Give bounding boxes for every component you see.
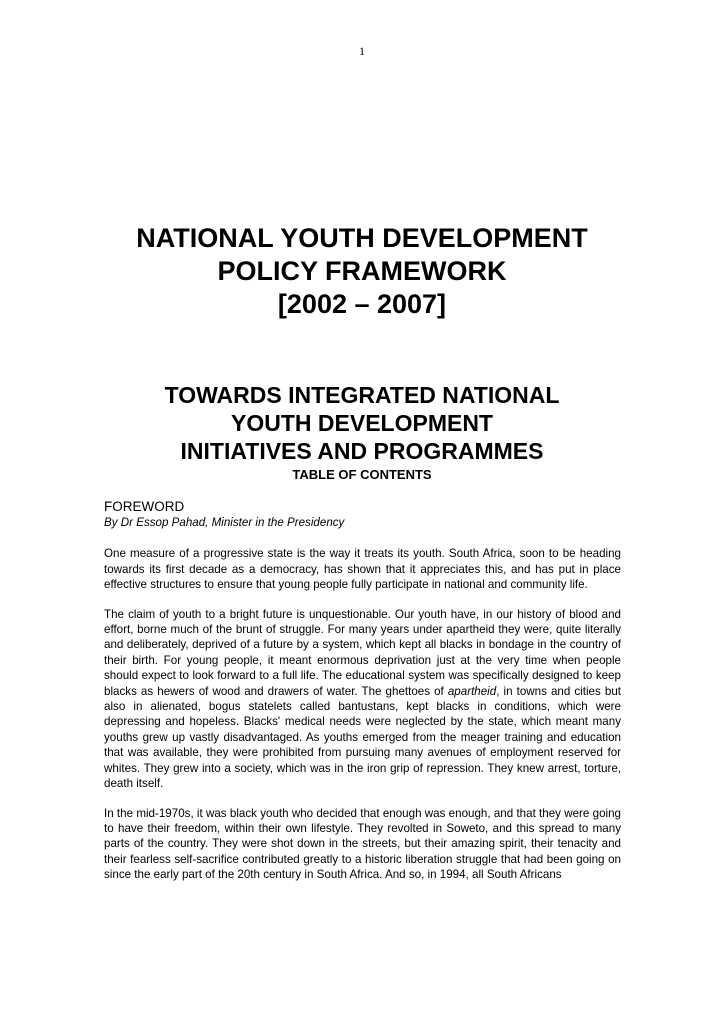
paragraph-text: , in towns and cities but also in alienated, bogus statelets called bantustans, kept blacks in conditions, which were depressing and hopeless. Blacks' medical needs were neglected by the state, which meant many youths grew up vastly disadvantaged. As youths emerged from the meager training and education that was available, they were prohibited from pursuing many avenues of employment reserved for whites. They grew into a society, which was in the iron grip of repression. They knew arrest, torture, death itself. xyxy=(104,684,621,791)
title-line-3: [2002 – 2007] xyxy=(277,289,447,319)
emphasis-text: apartheid xyxy=(447,684,497,698)
paragraph-text: The claim of youth to a bright future is unquestionable. Our youth have, in our history of blood and effort, borne much of the brunt of struggle. For many years under apartheid they were, quite literally and deliberately, deprived of a future by a system, which kept all blacks in bondage in the country of their birth. For young people, it meant enormous deprivation just at the very time when people should expect to look forward to a full life. The educational system was specifically designed to keep blacks as hewers of wood and drawers of water. The ghettoes of xyxy=(104,607,621,698)
subtitle-line-2: YOUTH DEVELOPMENT xyxy=(231,410,493,436)
paragraph: One measure of a progressive state is the way it treats its youth. South Africa, soon to be heading towards its first decade as a democracy, has shown that it appreciates this, and has put in place effective structures to ensure that young people fully participate in national and community life. xyxy=(104,547,621,592)
paragraph: In the mid-1970s, it was black youth who decided that enough was enough, and that they were going to have their freedom, within their own lifestyle. They revolted in Soweto, and this spread to many parts of the country. They were shot down in the streets, but their amazing spirit, their tenacity and their fearless self-sacrifice contributed greatly to a historic liberation struggle that had been going on since the early part of the 20th century in South Africa. And so, in 1994, all South Africans xyxy=(104,806,621,882)
toc-heading: TABLE OF CONTENTS xyxy=(292,467,432,482)
foreword-heading: FOREWORD xyxy=(104,499,185,514)
subtitle-line-3: INITIATIVES AND PROGRAMMES xyxy=(180,438,544,464)
foreword-byline: By Dr Essop Pahad, Minister in the Presidency xyxy=(104,516,345,529)
title-line-1: NATIONAL YOUTH DEVELOPMENT xyxy=(136,223,588,253)
subtitle-line-1: TOWARDS INTEGRATED NATIONAL xyxy=(164,382,560,408)
foreword-section xyxy=(104,498,621,897)
paragraph xyxy=(104,607,621,792)
document-subtitle xyxy=(0,381,724,465)
page-number: 1 xyxy=(359,44,365,58)
title-line-2: POLICY FRAMEWORK xyxy=(217,256,507,286)
document-title xyxy=(0,222,724,321)
